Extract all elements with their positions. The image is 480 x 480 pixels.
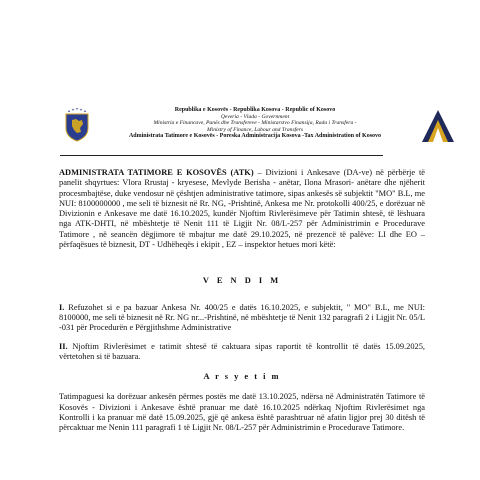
- document-body: [59, 168, 425, 434]
- item-2-text: Njoftim Rivlerësimet e tatimit shtesë të caktuara sipas raportit të kontrollit të datës 15.09.2025, vërtetohen si të bazuara.: [59, 341, 425, 361]
- decision-item-1: [59, 303, 425, 334]
- header-line-tax-admin: Administrata Tatimore e Kosovës - Poreska Administracija Kosova -Tax Administration of Kosovo: [128, 133, 382, 140]
- atk-logo-icon: [420, 108, 456, 144]
- kosovo-coat-of-arms-icon: [63, 108, 91, 142]
- decision-item-2: [59, 342, 425, 363]
- item-1-number: I.: [59, 302, 65, 312]
- arsyetim-paragraph: Tatimpaguesi ka dorëzuar ankesën përmes postës me datë 13.10.2025, ndërsa në Administratën Tatimore të Kosovës - Divizioni i Ankesave është pranuar me datë 16.10.2025 ndërkaq Njoftim Rivlerësimet nga Kontrolli i ka pranuar më datë 15.09.2025, gjë që ankesa është parashtruar në afatin ligjor prej 30 ditësh të përcaktuar me Nenin 111 paragrafi 1 të Ligjit Nr. 08/L-257 për Administrimin e Procedurave Tatimore.: [59, 392, 425, 433]
- header-divider: [60, 155, 383, 156]
- item-2-number: II.: [59, 341, 68, 351]
- intro-heading: ADMINISTRATA TATIMORE E KOSOVËS (ATK): [59, 168, 254, 177]
- letterhead: [0, 0, 480, 150]
- arsyetim-title: A r s y e t i m: [203, 372, 281, 382]
- intro-paragraph: [59, 168, 425, 250]
- intro-text: – Divizioni i Ankesave (DA-ve) në përbërje të panelit shqyrtues: Vlora Rrustaj - kryesese, Mevlyde Berisha - anëtar, Ilona Mrasori- anëtare dhe njëherit procesmbajtëse, duke vendosur në çështjen administrative tatimore, sipas ankesës së subjektit "MO" B.L, me NUI: 8100000000 , me seli të biznesit në Rr. NG, -Prishtinë, Ankesa me Nr. protokolli 400/25, e dorëzuar në Divizionin e Ankesave me datë 16.10.2025, kundër Njoftim Rivlerësimeve për Tatimin shtesë, të lëshuara nga ATK-DHTI, në mbështetje të Nenit 111 të Ligjit Nr. 08/L-257 për Administrimin e Procedurave Tatimore , në seancën dëgjimore të mbajtur me datë 29.10.2025, në prezencë të palëve: LI dhe EO – përfaqësues të biznesit, DT - Udhëheqës i ekipit , EZ – inspektor hetues mori këtë:: [59, 168, 425, 250]
- header-line-republic: Republika e Kosovës - Republika Kosova - Republic of Kosovo: [174, 107, 336, 113]
- header-line-ministry-alb: Ministria e Financave, Punës dhe Transfereve - Ministarstvo Finansija, Rada i Transfera -: [153, 120, 357, 127]
- vendim-title: V E N D I M: [202, 276, 282, 286]
- header-line-government: Qeveria - Vlada - Government: [220, 113, 290, 120]
- item-1-text: Refuzohet si e pa bazuar Ankesa Nr. 400/25 e datës 16.10.2025, e subjektit, " MO" B.L, me NUI: 8100000, me seli të biznesit në Rr. NG nr...-Prishtinë, në mbështetje të Nenit 132 paragrafi 2 i Ligjit Nr. 05/L -031 për Procedurën e Përgjithshme Administrative: [59, 302, 425, 333]
- header-line-ministry-en: Ministry of Finance, Labour and Transfers: [206, 126, 304, 133]
